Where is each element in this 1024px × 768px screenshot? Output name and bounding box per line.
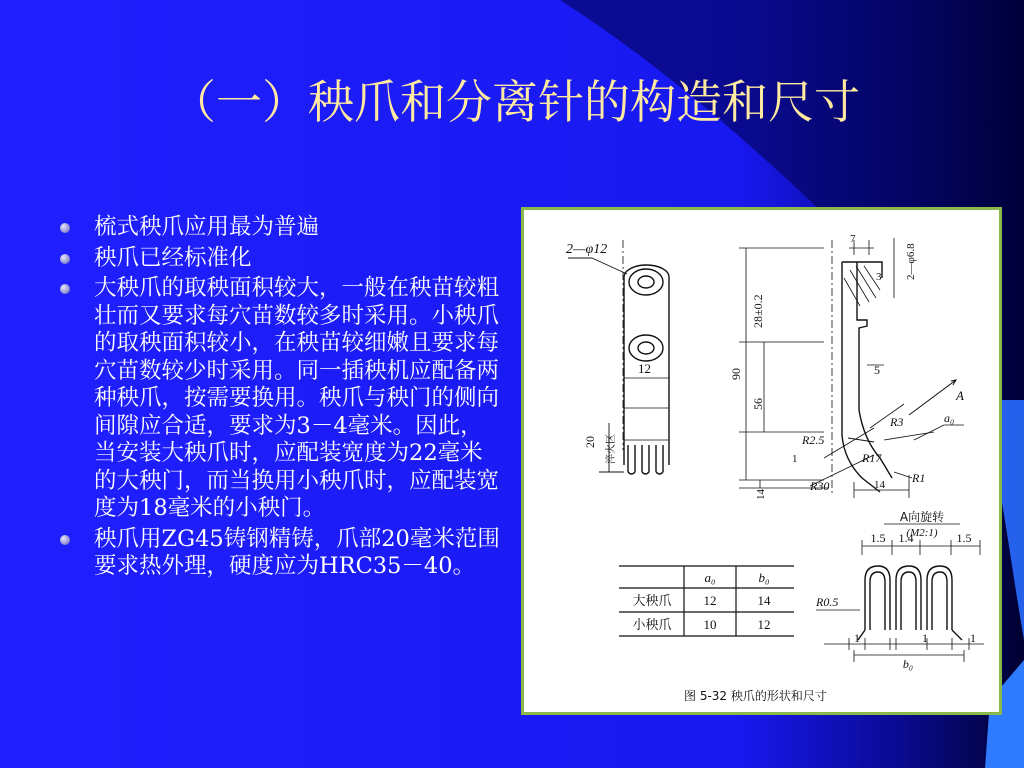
table-cell: 大秧爪 xyxy=(632,594,672,609)
dim-7-label: 7 xyxy=(850,233,856,245)
radius-r30-label: R30 xyxy=(810,479,830,493)
table-cell: 12 xyxy=(703,593,717,608)
hole-dimension-label: 2—φ12 xyxy=(566,242,608,257)
bullet-icon xyxy=(60,535,70,545)
bullet-item: 秧爪用ZG45铸钢精铸，爪部20毫米范围要求热外理，硬度应为HRC35－40。 xyxy=(60,526,505,581)
dim-1-label: 1 xyxy=(792,453,798,465)
radius-r1-label: R1 xyxy=(912,471,926,485)
hardened-zone-label: 淬火区 xyxy=(606,434,617,464)
dim-28-label: 28±0.2 xyxy=(751,294,765,328)
radius-r17-label: R17 xyxy=(862,451,882,465)
claw-side-view xyxy=(739,238,964,498)
radius-r05-label: R0.5 xyxy=(816,595,839,609)
dim-14v-label: 14 xyxy=(755,489,767,500)
table-cell: 小秧爪 xyxy=(632,618,672,633)
dimension-table xyxy=(619,566,794,636)
gap-1-label: 1 xyxy=(854,631,860,645)
technical-drawing-figure xyxy=(521,207,1002,715)
bullet-item: 梳式秧爪应用最为普遍 xyxy=(60,214,505,242)
bullet-item: 大秧爪的取秧面积较大，一般在秧苗较粗壮而又要求每穴苗数较多时采用。小秧爪的取秧面积较小，在秧苗较细嫩且要求每穴苗数较少时采用。同一插秧机应配备两种秧爪，按需要换用。秧爪与秧门的侧向间隙应合适，要求为3－4毫米。因此，当安装大秧爪时，应配装宽度为22毫米的大秧门，而当换用小秧爪时，应配装宽度为18毫米的小秧门。 xyxy=(60,275,505,523)
table-header: a₀ xyxy=(704,570,716,585)
view-a-title: A向旋转 xyxy=(899,510,945,524)
width-1-5-label: 1.5 xyxy=(870,531,886,545)
table-header: b₀ xyxy=(758,570,770,585)
table-cell: 14 xyxy=(757,593,771,608)
table-cell: 12 xyxy=(757,617,771,632)
dim-14h-label: 14 xyxy=(874,479,885,491)
width-dimension-label: 12 xyxy=(638,361,651,376)
width-1-4-label: 1.4 xyxy=(898,531,914,545)
view-arrow-a-label: A xyxy=(956,388,964,403)
bullet-list xyxy=(60,214,505,584)
dim-b0-label: b₀ xyxy=(902,657,914,671)
dim-holes-label: 2—φ6.8 xyxy=(905,243,917,280)
dim-56-label: 56 xyxy=(751,398,765,410)
radius-r3-label: R3 xyxy=(890,415,904,429)
gap-1c-label: 1 xyxy=(970,631,976,645)
gap-1b-label: 1 xyxy=(922,631,928,645)
bullet-item: 秧爪已经标准化 xyxy=(60,245,505,273)
dim-3-label: 3 xyxy=(876,271,882,283)
table-cell: 10 xyxy=(703,617,717,632)
width-1-5b-label: 1.5 xyxy=(956,531,972,545)
dim-a0-label: a₀ xyxy=(944,411,955,425)
radius-r25-label: R2.5 xyxy=(802,433,825,447)
bullet-icon xyxy=(60,223,70,233)
view-scale-label: (M2:1) xyxy=(906,527,938,539)
seedling-claw-drawing xyxy=(524,210,999,712)
dim-90-label: 90 xyxy=(729,368,743,380)
slide-title: （一）秧爪和分离针的构造和尺寸 xyxy=(170,75,860,129)
bullet-icon xyxy=(60,254,70,264)
hardened-length-label: 20 xyxy=(583,436,597,448)
bullet-icon xyxy=(60,284,70,294)
figure-caption: 图 5-32 秧爪的形状和尺寸 xyxy=(684,689,827,703)
dim-5-label: 5 xyxy=(874,363,880,377)
